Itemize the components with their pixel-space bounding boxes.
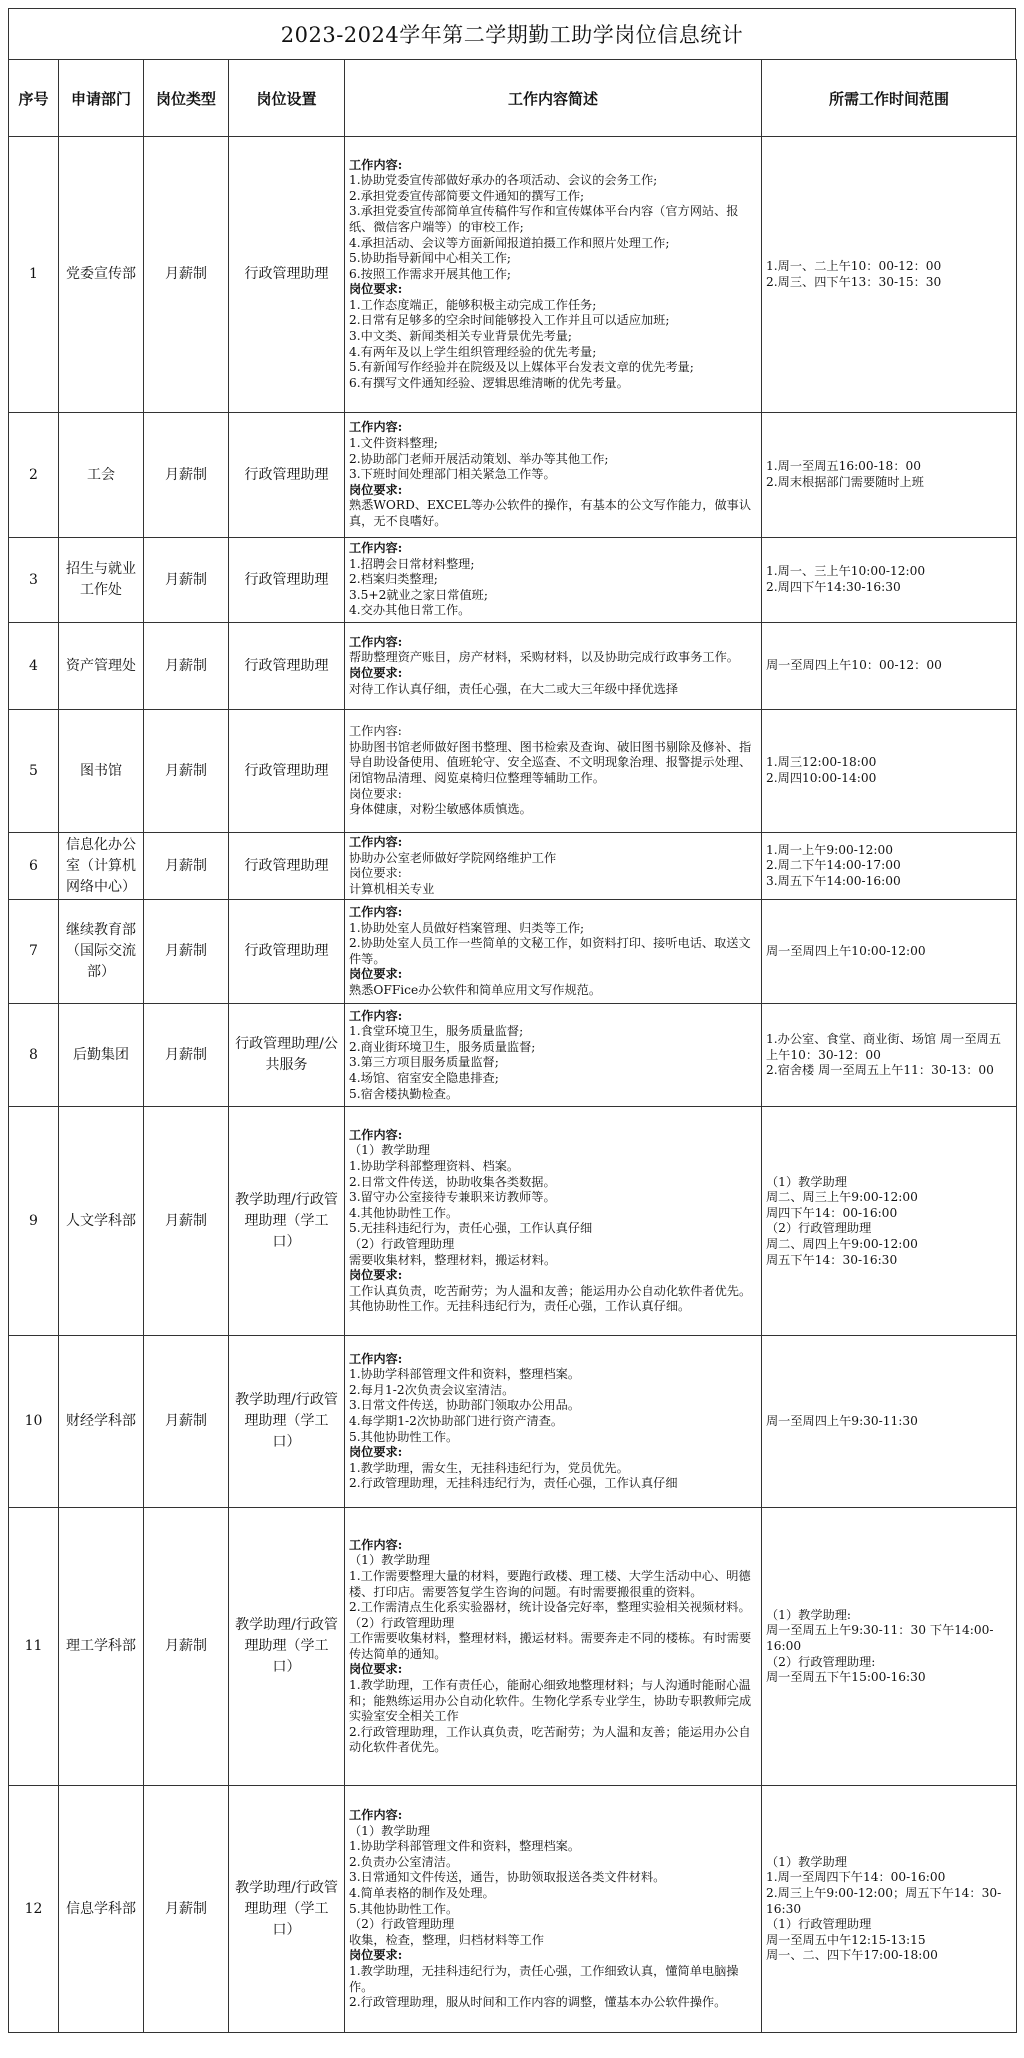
content-line: 6.按照工作需求开展其他工作; xyxy=(349,266,511,281)
col-header-time: 所需工作时间范围 xyxy=(762,60,1017,137)
post-setting: 行政管理助理 xyxy=(229,833,345,900)
work-time-range xyxy=(762,1336,1017,1508)
work-time-range xyxy=(762,538,1017,623)
department: 图书馆 xyxy=(59,710,144,833)
post-setting: 行政管理助理 xyxy=(229,900,345,1004)
department: 信息化办公室（计算机网络中心） xyxy=(59,833,144,900)
work-time-range xyxy=(762,1107,1017,1336)
content-line: 2.承担党委宣传部简要文件通知的撰写工作; xyxy=(349,188,585,203)
table-row xyxy=(9,623,1017,710)
col-header-no: 序号 xyxy=(9,60,59,137)
time-line: 周五下午14：30-16:30 xyxy=(766,1252,898,1267)
table-row xyxy=(9,1004,1017,1107)
content-heading: 工作内容: xyxy=(349,835,403,849)
content-line: 计算机相关专业 xyxy=(349,881,435,896)
time-line: 2.周三上午9:00-12:00；周五下午14：30-16:30 xyxy=(766,1885,1002,1916)
department: 党委宣传部 xyxy=(59,137,144,413)
content-heading: 岗位要求: xyxy=(349,967,403,982)
content-line: （1）教学助理 xyxy=(349,1143,430,1158)
work-content xyxy=(345,710,762,833)
content-line: 6.有撰写文件通知经验、逻辑思维清晰的优先考量。 xyxy=(349,375,629,390)
content-line: 4.简单表格的制作及处理。 xyxy=(349,1885,495,1900)
work-content xyxy=(345,1004,762,1107)
col-header-post: 岗位设置 xyxy=(229,60,345,137)
work-time-range xyxy=(762,413,1017,538)
post-type: 月薪制 xyxy=(144,538,229,623)
time-line: （1）教学助理 xyxy=(766,1854,847,1869)
time-line: 2.周末根据部门需要随时上班 xyxy=(766,475,924,489)
time-line: 1.周一至周四下午14：00-16:00 xyxy=(766,1870,946,1885)
content-line: 5.有新闻写作经验并在院级及以上媒体平台发表文章的优先考量; xyxy=(349,360,694,375)
content-line: 5.其他协助性工作。 xyxy=(349,1901,459,1916)
row-number: 9 xyxy=(9,1107,59,1336)
time-line: 1.周三12:00-18:00 xyxy=(766,755,877,770)
time-line: 周一至周五上午9:30-11：30 下午14:00-16:00 xyxy=(766,1623,994,1654)
time-line: 1.办公室、食堂、商业街、场馆 周一至周五上午10：30-12：00 xyxy=(766,1031,1001,1062)
content-line: 5.宿舍楼执勤检查。 xyxy=(349,1086,459,1101)
col-header-dept: 申请部门 xyxy=(59,60,144,137)
time-line: 周一至周四上午10:00-12:00 xyxy=(766,944,926,959)
work-content xyxy=(345,1107,762,1336)
work-time-range xyxy=(762,1508,1017,1786)
content-line: 协助图书馆老师做好图书整理、图书检索及查询、破旧图书剔除及修补、指导自助设备使用、值班轮守、安全巡查、不文明现象治理、报警提示处理、闭馆物品清理、阅览桌椅归位整理等辅助工作。 xyxy=(349,739,752,785)
time-line: 1.周一至周五16:00-18：00 xyxy=(766,459,922,474)
content-heading: 工作内容: xyxy=(349,1537,403,1552)
time-line: 2.周二下午14:00-17:00 xyxy=(766,858,901,873)
time-line: （1）行政管理助理 xyxy=(766,1917,872,1932)
post-setting: 行政管理助理 xyxy=(229,137,345,413)
content-line: 2.日常有足够多的空余时间能够投入工作并且可以适应加班; xyxy=(349,313,670,328)
table-row xyxy=(9,413,1017,538)
content-line: 2.协助处室人员工作一些简单的文秘工作，如资料打印、接听电话、取送文件等。 xyxy=(349,936,751,966)
row-number: 3 xyxy=(9,538,59,623)
content-heading: 工作内容: xyxy=(349,157,403,172)
time-line: 1.周一、三上午10:00-12:00 xyxy=(766,564,926,579)
post-type: 月薪制 xyxy=(144,413,229,538)
content-line: 3.第三方项目服务质量监督; xyxy=(349,1055,499,1070)
work-content xyxy=(345,900,762,1004)
content-line: 工作认真负责，吃苦耐劳；为人温和友善；能运用办公自动化软件者优先。其他协助性工作。无挂科违纪行为，责任心强，工作认真仔细。 xyxy=(349,1283,752,1314)
content-heading: 岗位要求: xyxy=(349,482,403,497)
content-heading: 岗位要求: xyxy=(349,1268,403,1283)
work-content xyxy=(345,1336,762,1508)
content-line: 1.协助处室人员做好档案管理、归类等工作; xyxy=(349,920,585,935)
content-line: 4.承担活动、会议等方面新闻报道拍摄工作和照片处理工作; xyxy=(349,235,670,250)
content-heading: 岗位要求: xyxy=(349,1445,403,1460)
col-header-content: 工作内容简述 xyxy=(345,60,762,137)
time-line: 1.周一、二上午10：00-12：00 xyxy=(766,258,942,273)
content-line: 2.行政管理助理，工作认真负责，吃苦耐劳；为人温和友善；能运用办公自动化软件者优先。 xyxy=(349,1724,751,1755)
content-line: 帮助整理资产账目，房产材料，采购材料，以及协助完成行政事务工作。 xyxy=(349,650,739,665)
content-line: 4.有两年及以上学生组织管理经验的优先考量; xyxy=(349,344,597,359)
content-line: 1.教学助理，无挂科违纪行为，责任心强，工作细致认真，懂简单电脑操作。 xyxy=(349,1963,739,1994)
content-line: 协助办公室老师做好学院网络维护工作 xyxy=(349,850,557,865)
time-line: 2.周四下午14:30-16:30 xyxy=(766,580,901,594)
time-line: 2.周三、四下午13：30-15：30 xyxy=(766,274,942,289)
content-line: 岗位要求: xyxy=(349,866,402,881)
content-line: 岗位要求: xyxy=(349,786,402,801)
time-line: 周一至周五中午12:15-13:15 xyxy=(766,1932,926,1947)
row-number: 12 xyxy=(9,1786,59,2033)
content-line: 对待工作认真仔细，责任心强，在大二或大三年级中择优选择 xyxy=(349,681,679,696)
time-line: （2）行政管理助理 xyxy=(766,1221,872,1236)
work-time-range xyxy=(762,710,1017,833)
content-line: 2.负责办公室清洁。 xyxy=(349,1854,459,1869)
time-line: 周一至周五下午15:00-16:30 xyxy=(766,1670,926,1685)
content-line: 5.无挂科违纪行为，责任心强，工作认真仔细 xyxy=(349,1221,593,1236)
table-row xyxy=(9,833,1017,900)
row-number: 11 xyxy=(9,1508,59,1786)
post-type: 月薪制 xyxy=(144,900,229,1004)
department: 人文学科部 xyxy=(59,1107,144,1336)
post-type: 月薪制 xyxy=(144,1786,229,2033)
content-heading: 工作内容: xyxy=(349,905,403,920)
content-line: 3.留守办公室接待专兼职来访教师等。 xyxy=(349,1190,556,1205)
post-type: 月薪制 xyxy=(144,1004,229,1107)
content-line: 2.协助部门老师开展活动策划、举办等其他工作; xyxy=(349,451,609,466)
time-line: 周二、周四上午9:00-12:00 xyxy=(766,1236,918,1251)
document-title: 2023-2024学年第二学期勤工助学岗位信息统计 xyxy=(8,8,1016,59)
content-line: 3.日常通知文件传送，通告，协助领取报送各类文件材料。 xyxy=(349,1870,666,1885)
post-type: 月薪制 xyxy=(144,1508,229,1786)
row-number: 6 xyxy=(9,833,59,900)
work-time-range xyxy=(762,623,1017,710)
department: 工会 xyxy=(59,413,144,538)
time-line: 周四下午14：00-16:00 xyxy=(766,1205,898,1220)
content-line: （1）教学助理 xyxy=(349,1823,430,1838)
content-line: （2）行政管理助理 xyxy=(349,1615,455,1630)
work-content xyxy=(345,413,762,538)
content-line: 2.档案归类整理; xyxy=(349,572,438,587)
content-line: 1.招聘会日常材料整理; xyxy=(349,556,475,571)
table-row xyxy=(9,1336,1017,1508)
row-number: 8 xyxy=(9,1004,59,1107)
department: 资产管理处 xyxy=(59,623,144,710)
row-number: 5 xyxy=(9,710,59,833)
work-time-range xyxy=(762,900,1017,1004)
post-setting: 教学助理/行政管理助理（学工口） xyxy=(229,1508,345,1786)
department: 财经学科部 xyxy=(59,1336,144,1508)
row-number: 4 xyxy=(9,623,59,710)
department: 招生与就业工作处 xyxy=(59,538,144,623)
table-row xyxy=(9,900,1017,1004)
content-line: 3.下班时间处理部门相关紧急工作等。 xyxy=(349,467,556,482)
post-type: 月薪制 xyxy=(144,623,229,710)
time-line: 周二、周三上午9:00-12:00 xyxy=(766,1190,918,1205)
post-type: 月薪制 xyxy=(144,710,229,833)
table-row xyxy=(9,1786,1017,2033)
col-header-type: 岗位类型 xyxy=(144,60,229,137)
post-setting: 教学助理/行政管理助理（学工口） xyxy=(229,1336,345,1508)
content-line: 1.工作态度端正，能够积极主动完成工作任务; xyxy=(349,297,597,312)
post-setting: 行政管理助理/公共服务 xyxy=(229,1004,345,1107)
table-row xyxy=(9,1508,1017,1786)
content-line: （2）行政管理助理 xyxy=(349,1236,455,1251)
content-line: 1.教学助理，需女生，无挂科违纪行为，党员优先。 xyxy=(349,1460,629,1475)
content-heading: 工作内容: xyxy=(349,634,403,649)
row-number: 1 xyxy=(9,137,59,413)
row-number: 7 xyxy=(9,900,59,1004)
post-setting: 教学助理/行政管理助理（学工口） xyxy=(229,1786,345,2033)
post-type: 月薪制 xyxy=(144,833,229,900)
work-content xyxy=(345,1508,762,1786)
content-line: 3.5+2就业之家日常值班; xyxy=(349,587,488,602)
content-line: 3.中文类、新闻类相关专业背景优先考量; xyxy=(349,329,572,344)
job-table xyxy=(8,59,1017,2033)
content-line: 1.协助学科部管理文件和资料，整理档案。 xyxy=(349,1839,581,1854)
department: 信息学科部 xyxy=(59,1786,144,2033)
post-type: 月薪制 xyxy=(144,137,229,413)
time-line: 2.宿舍楼 周一至周五上午11：30-13：00 xyxy=(766,1063,994,1078)
header-row xyxy=(9,60,1017,137)
content-line: 2.每月1-2次负责会议室清洁。 xyxy=(349,1382,515,1397)
content-line: 2.工作需清点生化系实验器材，统计设备完好率，整理实验相关视频材料。 xyxy=(349,1600,751,1615)
content-line: 熟悉WORD、EXCEL等办公软件的操作，有基本的公文写作能力，做事认真，无不良嗜好。 xyxy=(349,498,752,528)
time-line: 1.周一上午9:00-12:00 xyxy=(766,842,893,857)
department: 理工学科部 xyxy=(59,1508,144,1786)
post-type: 月薪制 xyxy=(144,1107,229,1336)
work-time-range xyxy=(762,1004,1017,1107)
content-line: 1.教学助理，工作有责任心，能耐心细致地整理材料；与人沟通时能耐心温和；能熟练运用办公自动化软件。生物化学系专业学生，协助专职教师完成实验室安全相关工作 xyxy=(349,1678,752,1724)
time-line: 2.周四10:00-14:00 xyxy=(766,771,877,785)
time-line: （1）教学助理 xyxy=(766,1174,847,1189)
time-line: 周一至周四上午9:30-11:30 xyxy=(766,1414,918,1429)
content-line: 4.每学期1-2次协助部门进行资产清查。 xyxy=(349,1414,564,1429)
table-row xyxy=(9,538,1017,623)
work-content xyxy=(345,538,762,623)
content-line: 4.其他协助性工作。 xyxy=(349,1205,459,1220)
content-line: 1.工作需要整理大量的材料，要跑行政楼、理工楼、大学生活动中心、明德楼、打印店。需要答复学生咨询的问题。有时需要搬很重的资料。 xyxy=(349,1568,751,1599)
work-time-range xyxy=(762,833,1017,900)
row-number: 10 xyxy=(9,1336,59,1508)
content-line: （1）教学助理 xyxy=(349,1553,430,1568)
post-type: 月薪制 xyxy=(144,1336,229,1508)
content-line: 1.食堂环境卫生，服务质量监督; xyxy=(349,1024,524,1039)
post-setting: 行政管理助理 xyxy=(229,538,345,623)
post-setting: 行政管理助理 xyxy=(229,710,345,833)
content-line: 4.场馆、宿室安全隐患排查; xyxy=(349,1070,499,1085)
content-heading: 工作内容: xyxy=(349,541,403,556)
department: 后勤集团 xyxy=(59,1004,144,1107)
content-heading: 工作内容: xyxy=(349,1808,403,1823)
content-heading: 工作内容: xyxy=(349,420,403,435)
content-line: 工作需要收集材料，整理材料，搬运材料。需要奔走不同的楼栋。有时需要传达简单的通知。 xyxy=(349,1631,752,1661)
time-line: 3.周五下午14:00-16:00 xyxy=(766,873,901,888)
content-heading: 岗位要求: xyxy=(349,1662,403,1677)
content-line: 收集，检查，整理，归档材料等工作 xyxy=(349,1932,544,1947)
content-line: 2.日常文件传送，协助收集各类数据。 xyxy=(349,1174,556,1189)
content-line: 3.日常文件传送，协助部门领取办公用品。 xyxy=(349,1398,581,1413)
work-time-range xyxy=(762,1786,1017,2033)
time-line: （1）教学助理: xyxy=(766,1607,851,1622)
content-line: 1.协助党委宣传部做好承办的各项活动、会议的会务工作; xyxy=(349,173,658,188)
table-row xyxy=(9,1107,1017,1336)
content-heading: 工作内容: xyxy=(349,1008,403,1023)
work-time-range xyxy=(762,137,1017,413)
content-line: 需要收集材料，整理材料，搬运材料。 xyxy=(349,1252,557,1267)
content-line: 1.文件资料整理; xyxy=(349,436,438,451)
time-line: 周一至周四上午10：00-12：00 xyxy=(766,658,942,673)
department: 继续教育部（国际交流部） xyxy=(59,900,144,1004)
work-content xyxy=(345,833,762,900)
content-line: 5.协助指导新闻中心相关工作; xyxy=(349,251,511,266)
content-heading: 工作内容: xyxy=(349,1351,403,1366)
post-setting: 行政管理助理 xyxy=(229,413,345,538)
content-line: 2.行政管理助理，无挂科违纪行为，责任心强，工作认真仔细 xyxy=(349,1476,678,1491)
table-row xyxy=(9,137,1017,413)
table-row xyxy=(9,710,1017,833)
work-content xyxy=(345,623,762,710)
post-setting: 行政管理助理 xyxy=(229,623,345,710)
post-setting: 教学助理/行政管理助理（学工口） xyxy=(229,1107,345,1336)
content-line: （2）行政管理助理 xyxy=(349,1917,455,1932)
content-line: 4.交办其他日常工作。 xyxy=(349,603,471,618)
content-heading: 岗位要求: xyxy=(349,282,403,297)
content-line: 1.协助学科部管理文件和资料，整理档案。 xyxy=(349,1367,581,1382)
content-heading: 岗位要求: xyxy=(349,1948,403,1963)
row-number: 2 xyxy=(9,413,59,538)
time-line: 周一、二、四下午17:00-18:00 xyxy=(766,1948,938,1963)
content-line: 1.协助学科部整理资料、档案。 xyxy=(349,1159,520,1173)
content-line: 熟悉OFFice办公软件和简单应用文写作规范。 xyxy=(349,983,602,998)
work-content xyxy=(345,137,762,413)
content-line: 2.行政管理助理，服从时间和工作内容的调整，懂基本办公软件操作。 xyxy=(349,1995,727,2010)
content-line: 5.其他协助性工作。 xyxy=(349,1429,459,1444)
content-line: 身体健康，对粉尘敏感体质慎选。 xyxy=(349,802,532,817)
content-heading: 岗位要求: xyxy=(349,666,403,680)
work-content xyxy=(345,1786,762,2033)
content-heading: 工作内容: xyxy=(349,1127,403,1142)
content-line: 3.承担党委宣传部简单宣传稿件写作和宣传媒体平台内容（官方网站、报纸、微信客户端等）的审校工作; xyxy=(349,204,739,234)
content-line: 2.商业街环境卫生，服务质量监督; xyxy=(349,1039,536,1054)
time-line: （2）行政管理助理: xyxy=(766,1654,876,1669)
content-line: 工作内容: xyxy=(349,724,402,739)
